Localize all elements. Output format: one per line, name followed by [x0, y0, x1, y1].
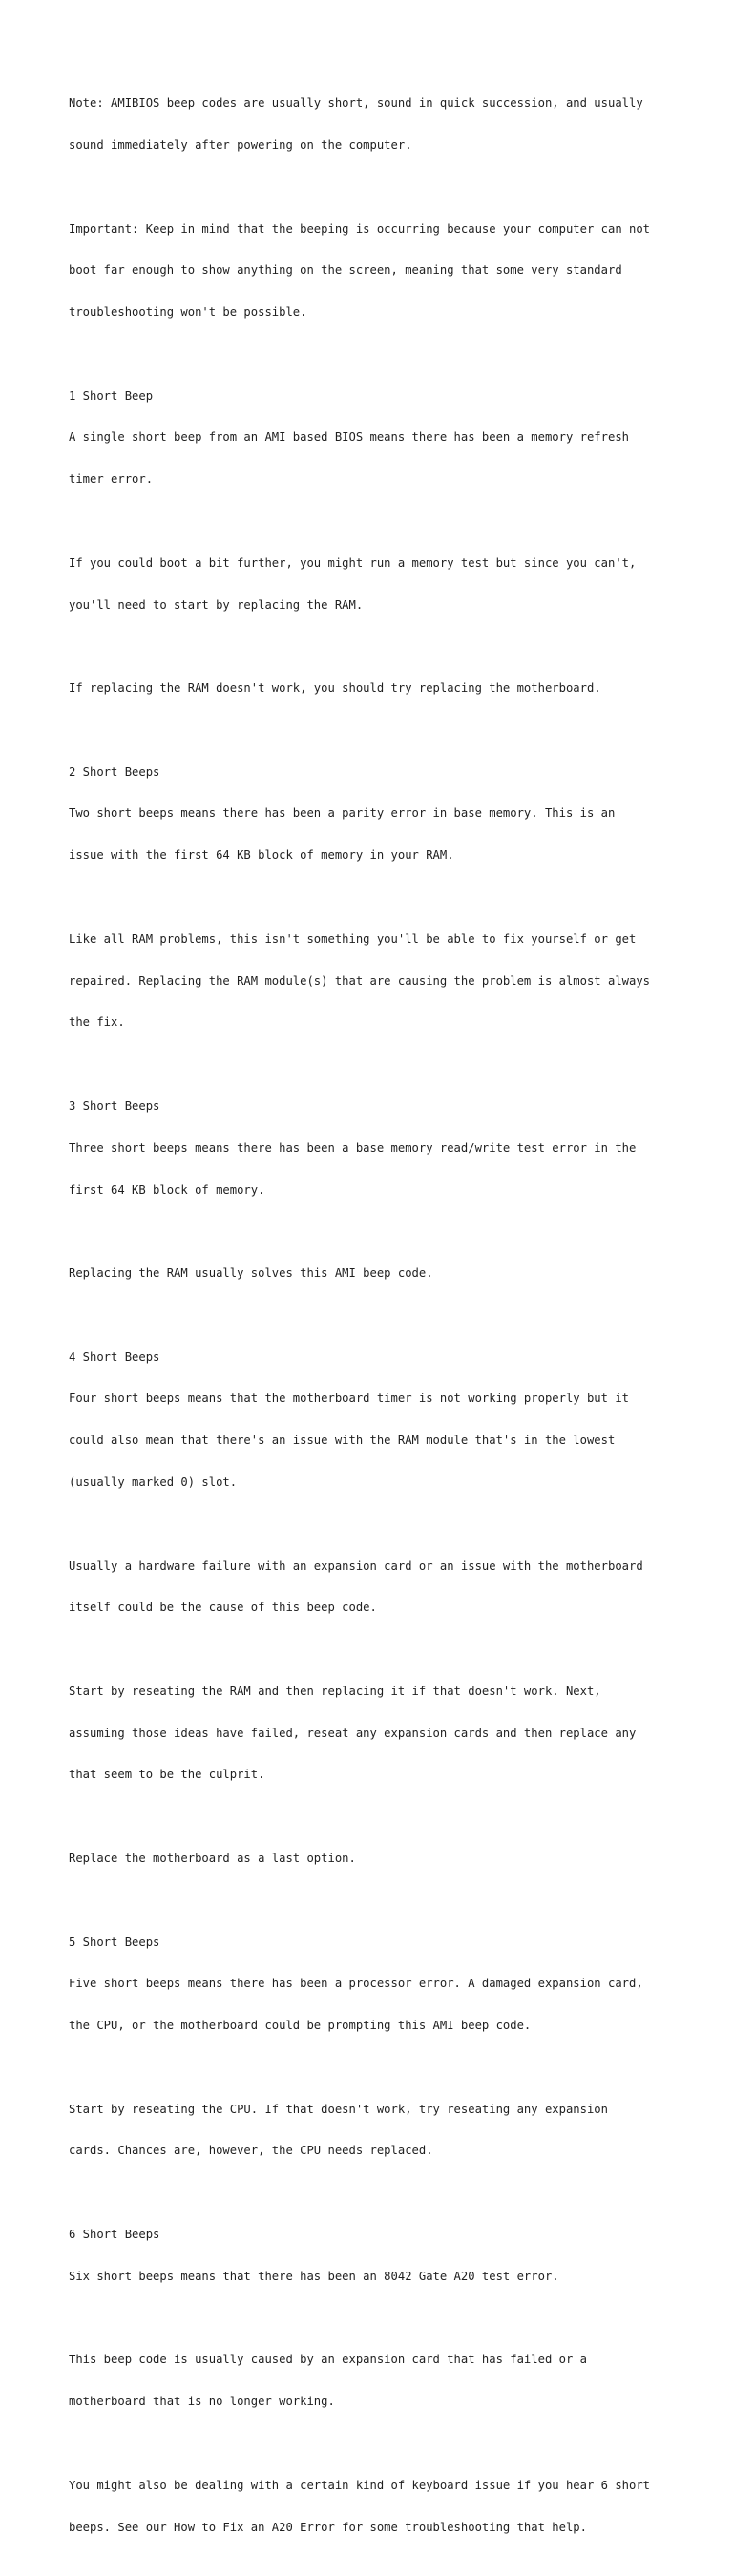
text-line: troubleshooting won't be possible.	[69, 305, 307, 320]
text-line: could also mean that there's an issue with the RAM module that's in the lowest	[69, 1434, 616, 1448]
section-heading: 3 Short Beeps	[69, 1099, 160, 1113]
paragraph	[69, 1657, 680, 1811]
text-line: Usually a hardware failure with an expansion card or an issue with the motherboard	[69, 1559, 643, 1573]
paragraph	[69, 654, 680, 723]
section-5-short-beeps	[69, 1907, 680, 2061]
section-heading: 4 Short Beeps	[69, 1350, 160, 1364]
text-line: Three short beeps means there has been a base memory read/write test error in the	[69, 1141, 637, 1155]
section-heading: 2 Short Beeps	[69, 764, 160, 779]
section-1-short-beep	[69, 361, 680, 514]
text-line: Replacing the RAM usually solves this AMI beep code.	[69, 1267, 433, 1281]
text-line: that seem to be the culprit.	[69, 1768, 265, 1782]
text-line: timer error.	[69, 472, 154, 487]
section-2-short-beeps	[69, 738, 680, 891]
paragraph	[69, 1531, 680, 1643]
text-line: You might also be dealing with a certain kind of keyboard issue if you hear 6 short	[69, 2478, 651, 2492]
paragraph	[69, 2075, 680, 2187]
section-3-short-beeps	[69, 1072, 680, 1225]
text-line: Important: Keep in mind that the beeping is occurring because your computer can not	[69, 221, 651, 236]
text-line: Two short beeps means there has been a parity error in base memory. This is an	[69, 806, 616, 821]
document-page	[69, 69, 680, 2576]
note-paragraph	[69, 69, 680, 180]
text-line: assuming those ideas have failed, reseat any expansion cards and then replace any	[69, 1726, 637, 1740]
text-line: beeps. See our How to Fix an A20 Error for some troubleshooting that help.	[69, 2520, 587, 2534]
text-line: you'll need to start by replacing the RAM.	[69, 597, 364, 612]
paragraph	[69, 905, 680, 1058]
text-line: first 64 KB block of memory.	[69, 1183, 265, 1197]
paragraph	[69, 1824, 680, 1894]
text-line: Start by reseating the CPU. If that doesn't work, try reseating any expansion	[69, 2102, 608, 2116]
text-line: boot far enough to show anything on the screen, meaning that some very standard	[69, 263, 622, 278]
text-line: motherboard that is no longer working.	[69, 2395, 335, 2409]
text-line: sound immediately after powering on the computer.	[69, 137, 412, 152]
text-line: Like all RAM problems, this isn't something you'll be able to fix yourself or get	[69, 932, 637, 946]
paragraph	[69, 1239, 680, 1309]
text-line: issue with the first 64 KB block of memory in your RAM.	[69, 848, 454, 863]
section-6-short-beeps	[69, 2200, 680, 2312]
text-line: cards. Chances are, however, the CPU needs replaced.	[69, 2144, 433, 2158]
text-line: Note: AMIBIOS beep codes are usually short, sound in quick succession, and usually	[69, 96, 643, 111]
text-line: the fix.	[69, 1016, 125, 1030]
section-heading: 6 Short Beeps	[69, 2228, 160, 2242]
text-line: repaired. Replacing the RAM module(s) that are causing the problem is almost always	[69, 974, 651, 988]
text-line: Six short beeps means that there has been an 8042 Gate A20 test error.	[69, 2269, 559, 2283]
important-paragraph	[69, 194, 680, 347]
paragraph	[69, 2325, 680, 2437]
section-heading: 5 Short Beeps	[69, 1935, 160, 1949]
text-line: itself could be the cause of this beep code.	[69, 1601, 377, 1615]
text-line: If replacing the RAM doesn't work, you should try replacing the motherboard.	[69, 681, 601, 696]
text-line: Five short beeps means there has been a processor error. A damaged expansion card,	[69, 1977, 643, 1991]
section-heading: 1 Short Beep	[69, 388, 154, 403]
text-line: If you could boot a bit further, you might run a memory test but since you can't,	[69, 555, 637, 570]
text-line: Start by reseating the RAM and then replacing it if that doesn't work. Next,	[69, 1684, 601, 1698]
text-line: A single short beep from an AMI based BIOS means there has been a memory refresh	[69, 430, 629, 445]
text-line: the CPU, or the motherboard could be prompting this AMI beep code.	[69, 2019, 532, 2033]
text-line: Four short beeps means that the motherboard timer is not working properly but it	[69, 1392, 629, 1406]
text-line: (usually marked 0) slot.	[69, 1475, 238, 1489]
paragraph	[69, 529, 680, 640]
paragraph	[69, 2451, 680, 2563]
section-4-short-beeps	[69, 1322, 680, 1517]
text-line: Replace the motherboard as a last option.	[69, 1852, 356, 1865]
text-line: This beep code is usually caused by an expansion card that has failed or a	[69, 2353, 587, 2367]
